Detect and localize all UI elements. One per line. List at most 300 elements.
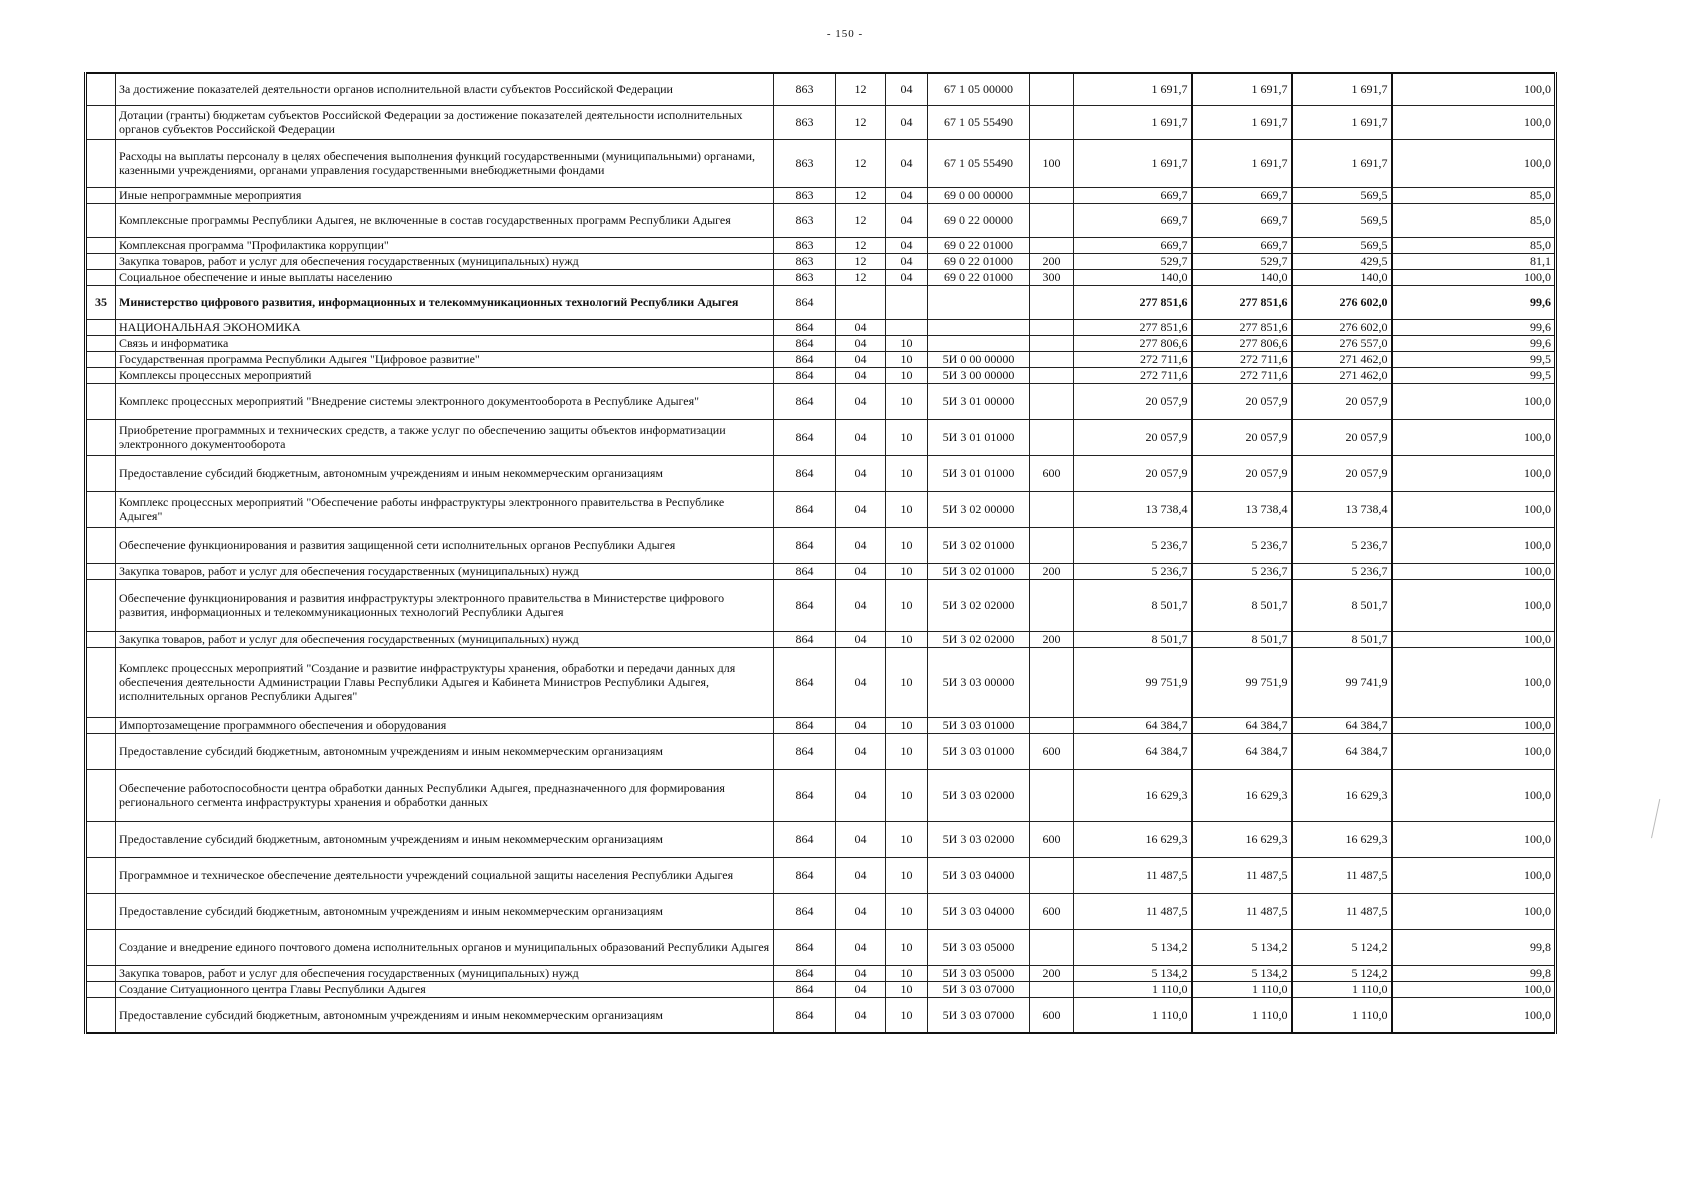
expense-type-cell xyxy=(1030,579,1074,631)
amount-1-cell: 5 236,7 xyxy=(1074,563,1192,579)
expense-type-cell: 600 xyxy=(1030,997,1074,1033)
department-code-cell: 864 xyxy=(774,997,836,1033)
expense-type-cell xyxy=(1030,929,1074,965)
expense-type-cell: 600 xyxy=(1030,733,1074,769)
row-number-cell xyxy=(86,491,116,527)
amount-2-cell: 277 806,6 xyxy=(1192,335,1292,351)
expense-type-cell xyxy=(1030,237,1074,253)
row-number-cell xyxy=(86,717,116,733)
expense-type-cell xyxy=(1030,187,1074,203)
item-name-cell: Социальное обеспечение и иные выплаты населению xyxy=(116,269,774,285)
department-code-cell: 863 xyxy=(774,139,836,187)
percent-cell: 100,0 xyxy=(1392,769,1556,821)
row-number-cell xyxy=(86,893,116,929)
row-number-cell xyxy=(86,929,116,965)
amount-1-cell: 529,7 xyxy=(1074,253,1192,269)
item-name-cell: Комплексные программы Республики Адыгея, не включенные в состав государственных программ Республики Адыгея xyxy=(116,203,774,237)
row-number-cell xyxy=(86,269,116,285)
table-row xyxy=(86,769,1556,821)
row-number-cell xyxy=(86,965,116,981)
percent-cell: 100,0 xyxy=(1392,733,1556,769)
percent-cell: 100,0 xyxy=(1392,631,1556,647)
department-code-cell: 864 xyxy=(774,769,836,821)
section-code-cell: 12 xyxy=(836,187,886,203)
department-code-cell: 864 xyxy=(774,527,836,563)
subsection-code-cell: 10 xyxy=(886,367,928,383)
amount-2-cell: 20 057,9 xyxy=(1192,419,1292,455)
amount-2-cell: 16 629,3 xyxy=(1192,821,1292,857)
target-article-cell: 5И 3 02 02000 xyxy=(928,631,1030,647)
expense-type-cell xyxy=(1030,981,1074,997)
table-row xyxy=(86,139,1556,187)
item-name-cell: Предоставление субсидий бюджетным, автономным учреждениям и иным некоммерческим организациям xyxy=(116,821,774,857)
expense-type-cell xyxy=(1030,105,1074,139)
item-name-cell: Комплекс процессных мероприятий "Обеспечение работы инфраструктуры электронного правительства в Республике Адыгея" xyxy=(116,491,774,527)
amount-3-cell: 16 629,3 xyxy=(1292,769,1392,821)
percent-cell: 99,5 xyxy=(1392,351,1556,367)
subsection-code-cell: 04 xyxy=(886,237,928,253)
row-number-cell xyxy=(86,187,116,203)
amount-1-cell: 1 110,0 xyxy=(1074,997,1192,1033)
expense-type-cell xyxy=(1030,717,1074,733)
section-code-cell: 04 xyxy=(836,491,886,527)
subsection-code-cell: 10 xyxy=(886,769,928,821)
row-number-cell xyxy=(86,821,116,857)
expense-type-cell xyxy=(1030,319,1074,335)
subsection-code-cell: 10 xyxy=(886,647,928,717)
row-number-cell xyxy=(86,105,116,139)
expense-type-cell xyxy=(1030,335,1074,351)
expense-type-cell xyxy=(1030,383,1074,419)
amount-3-cell: 271 462,0 xyxy=(1292,351,1392,367)
item-name-cell: Импортозамещение программного обеспечения и оборудования xyxy=(116,717,774,733)
expense-type-cell xyxy=(1030,351,1074,367)
table-row xyxy=(86,527,1556,563)
section-code-cell: 12 xyxy=(836,253,886,269)
percent-cell: 85,0 xyxy=(1392,187,1556,203)
target-article-cell: 5И 3 03 04000 xyxy=(928,893,1030,929)
subsection-code-cell: 10 xyxy=(886,563,928,579)
subsection-code-cell: 10 xyxy=(886,579,928,631)
department-code-cell: 864 xyxy=(774,717,836,733)
section-code-cell: 04 xyxy=(836,527,886,563)
percent-cell: 100,0 xyxy=(1392,857,1556,893)
amount-1-cell: 8 501,7 xyxy=(1074,579,1192,631)
percent-cell: 85,0 xyxy=(1392,237,1556,253)
row-number-cell xyxy=(86,335,116,351)
section-code-cell: 04 xyxy=(836,455,886,491)
amount-1-cell: 20 057,9 xyxy=(1074,419,1192,455)
amount-1-cell: 5 134,2 xyxy=(1074,965,1192,981)
section-code-cell: 04 xyxy=(836,857,886,893)
row-number-cell xyxy=(86,981,116,997)
amount-1-cell: 11 487,5 xyxy=(1074,893,1192,929)
department-code-cell: 864 xyxy=(774,733,836,769)
amount-2-cell: 64 384,7 xyxy=(1192,717,1292,733)
table-row xyxy=(86,203,1556,237)
amount-2-cell: 529,7 xyxy=(1192,253,1292,269)
target-article-cell: 5И 3 02 02000 xyxy=(928,579,1030,631)
expense-type-cell: 600 xyxy=(1030,455,1074,491)
amount-1-cell: 13 738,4 xyxy=(1074,491,1192,527)
row-number-cell xyxy=(86,857,116,893)
target-article-cell: 67 1 05 55490 xyxy=(928,139,1030,187)
amount-2-cell: 13 738,4 xyxy=(1192,491,1292,527)
amount-1-cell: 1 691,7 xyxy=(1074,73,1192,105)
item-name-cell: Предоставление субсидий бюджетным, автономным учреждениям и иным некоммерческим организациям xyxy=(116,997,774,1033)
item-name-cell: Создание Ситуационного центра Главы Республики Адыгея xyxy=(116,981,774,997)
amount-2-cell: 669,7 xyxy=(1192,237,1292,253)
table-row xyxy=(86,367,1556,383)
expense-type-cell: 200 xyxy=(1030,631,1074,647)
department-code-cell: 864 xyxy=(774,579,836,631)
table-row xyxy=(86,717,1556,733)
section-code-cell: 04 xyxy=(836,579,886,631)
target-article-cell: 5И 3 00 00000 xyxy=(928,367,1030,383)
section-code-cell: 04 xyxy=(836,821,886,857)
percent-cell: 99,6 xyxy=(1392,285,1556,319)
amount-3-cell: 20 057,9 xyxy=(1292,383,1392,419)
amount-1-cell: 277 851,6 xyxy=(1074,285,1192,319)
expense-type-cell xyxy=(1030,73,1074,105)
amount-3-cell: 1 110,0 xyxy=(1292,981,1392,997)
expense-type-cell: 100 xyxy=(1030,139,1074,187)
row-number-cell xyxy=(86,733,116,769)
amount-2-cell: 5 134,2 xyxy=(1192,929,1292,965)
percent-cell: 81,1 xyxy=(1392,253,1556,269)
target-article-cell: 5И 3 03 01000 xyxy=(928,717,1030,733)
amount-3-cell: 1 691,7 xyxy=(1292,139,1392,187)
row-number-cell xyxy=(86,647,116,717)
subsection-code-cell: 10 xyxy=(886,981,928,997)
section-code-cell: 12 xyxy=(836,203,886,237)
department-code-cell: 864 xyxy=(774,647,836,717)
department-code-cell: 864 xyxy=(774,335,836,351)
percent-cell: 100,0 xyxy=(1392,821,1556,857)
row-number-cell xyxy=(86,383,116,419)
amount-1-cell: 1 691,7 xyxy=(1074,105,1192,139)
target-article-cell xyxy=(928,335,1030,351)
expense-type-cell: 600 xyxy=(1030,821,1074,857)
subsection-code-cell: 10 xyxy=(886,631,928,647)
amount-3-cell: 13 738,4 xyxy=(1292,491,1392,527)
table-row xyxy=(86,893,1556,929)
target-article-cell: 5И 3 03 02000 xyxy=(928,769,1030,821)
item-name-cell: Комплекс процессных мероприятий "Внедрение системы электронного документооборота в Республике Адыгея" xyxy=(116,383,774,419)
target-article-cell: 5И 3 02 01000 xyxy=(928,563,1030,579)
budget-table xyxy=(84,72,1557,1034)
item-name-cell: Предоставление субсидий бюджетным, автономным учреждениям и иным некоммерческим организациям xyxy=(116,733,774,769)
section-code-cell: 04 xyxy=(836,929,886,965)
section-code-cell xyxy=(836,285,886,319)
amount-3-cell: 276 602,0 xyxy=(1292,285,1392,319)
amount-2-cell: 1 691,7 xyxy=(1192,105,1292,139)
percent-cell: 99,6 xyxy=(1392,335,1556,351)
subsection-code-cell: 04 xyxy=(886,105,928,139)
amount-2-cell: 669,7 xyxy=(1192,203,1292,237)
table-row xyxy=(86,419,1556,455)
amount-3-cell: 140,0 xyxy=(1292,269,1392,285)
amount-3-cell: 1 110,0 xyxy=(1292,997,1392,1033)
department-code-cell: 864 xyxy=(774,981,836,997)
subsection-code-cell: 04 xyxy=(886,253,928,269)
subsection-code-cell: 10 xyxy=(886,965,928,981)
section-code-cell: 04 xyxy=(836,981,886,997)
item-name-cell: Связь и информатика xyxy=(116,335,774,351)
amount-1-cell: 11 487,5 xyxy=(1074,857,1192,893)
row-number-cell xyxy=(86,997,116,1033)
expense-type-cell xyxy=(1030,857,1074,893)
amount-1-cell: 64 384,7 xyxy=(1074,717,1192,733)
amount-2-cell: 11 487,5 xyxy=(1192,857,1292,893)
item-name-cell: Дотации (гранты) бюджетам субъектов Российской Федерации за достижение показателей деятельности исполнительных органов субъектов Российской Федерации xyxy=(116,105,774,139)
amount-1-cell: 669,7 xyxy=(1074,237,1192,253)
percent-cell: 100,0 xyxy=(1392,269,1556,285)
target-article-cell: 5И 3 03 01000 xyxy=(928,733,1030,769)
amount-2-cell: 1 110,0 xyxy=(1192,981,1292,997)
item-name-cell: Предоставление субсидий бюджетным, автономным учреждениям и иным некоммерческим организациям xyxy=(116,455,774,491)
subsection-code-cell xyxy=(886,319,928,335)
row-number-cell xyxy=(86,527,116,563)
expense-type-cell: 600 xyxy=(1030,893,1074,929)
amount-3-cell: 1 691,7 xyxy=(1292,73,1392,105)
department-code-cell: 864 xyxy=(774,491,836,527)
table-row xyxy=(86,491,1556,527)
expense-type-cell xyxy=(1030,647,1074,717)
table-row xyxy=(86,579,1556,631)
amount-2-cell: 16 629,3 xyxy=(1192,769,1292,821)
item-name-cell: Государственная программа Республики Адыгея "Цифровое развитие" xyxy=(116,351,774,367)
amount-3-cell: 8 501,7 xyxy=(1292,579,1392,631)
target-article-cell: 5И 3 01 00000 xyxy=(928,383,1030,419)
table-row xyxy=(86,73,1556,105)
amount-3-cell: 8 501,7 xyxy=(1292,631,1392,647)
amount-1-cell: 16 629,3 xyxy=(1074,821,1192,857)
page-number: - 150 - xyxy=(826,28,864,40)
target-article-cell: 5И 3 03 00000 xyxy=(928,647,1030,717)
item-name-cell: Закупка товаров, работ и услуг для обеспечения государственных (муниципальных) нужд xyxy=(116,563,774,579)
amount-1-cell: 1 691,7 xyxy=(1074,139,1192,187)
department-code-cell: 864 xyxy=(774,857,836,893)
item-name-cell: НАЦИОНАЛЬНАЯ ЭКОНОМИКА xyxy=(116,319,774,335)
amount-1-cell: 669,7 xyxy=(1074,203,1192,237)
amount-3-cell: 569,5 xyxy=(1292,237,1392,253)
table-row xyxy=(86,237,1556,253)
budget-table-body xyxy=(86,73,1556,1033)
budget-table-container xyxy=(84,72,1554,1034)
table-row xyxy=(86,857,1556,893)
subsection-code-cell: 10 xyxy=(886,733,928,769)
amount-2-cell: 20 057,9 xyxy=(1192,455,1292,491)
department-code-cell: 863 xyxy=(774,253,836,269)
section-code-cell: 12 xyxy=(836,73,886,105)
amount-2-cell: 669,7 xyxy=(1192,187,1292,203)
amount-1-cell: 64 384,7 xyxy=(1074,733,1192,769)
percent-cell: 100,0 xyxy=(1392,579,1556,631)
percent-cell: 99,5 xyxy=(1392,367,1556,383)
amount-3-cell: 20 057,9 xyxy=(1292,419,1392,455)
amount-2-cell: 20 057,9 xyxy=(1192,383,1292,419)
percent-cell: 100,0 xyxy=(1392,383,1556,419)
table-row xyxy=(86,335,1556,351)
percent-cell: 100,0 xyxy=(1392,997,1556,1033)
subsection-code-cell: 10 xyxy=(886,383,928,419)
subsection-code-cell: 04 xyxy=(886,269,928,285)
amount-1-cell: 8 501,7 xyxy=(1074,631,1192,647)
row-number-cell: 35 xyxy=(86,285,116,319)
row-number-cell xyxy=(86,319,116,335)
target-article-cell: 5И 3 02 00000 xyxy=(928,491,1030,527)
row-number-cell xyxy=(86,631,116,647)
expense-type-cell xyxy=(1030,285,1074,319)
target-article-cell: 67 1 05 55490 xyxy=(928,105,1030,139)
department-code-cell: 864 xyxy=(774,929,836,965)
target-article-cell: 67 1 05 00000 xyxy=(928,73,1030,105)
expense-type-cell xyxy=(1030,419,1074,455)
amount-1-cell: 20 057,9 xyxy=(1074,455,1192,491)
item-name-cell: Иные непрограммные мероприятия xyxy=(116,187,774,203)
department-code-cell: 864 xyxy=(774,821,836,857)
amount-1-cell: 272 711,6 xyxy=(1074,351,1192,367)
amount-3-cell: 5 236,7 xyxy=(1292,527,1392,563)
item-name-cell: Закупка товаров, работ и услуг для обеспечения государственных (муниципальных) нужд xyxy=(116,631,774,647)
amount-3-cell: 64 384,7 xyxy=(1292,717,1392,733)
section-code-cell: 04 xyxy=(836,631,886,647)
table-row xyxy=(86,351,1556,367)
section-code-cell: 04 xyxy=(836,383,886,419)
section-code-cell: 04 xyxy=(836,769,886,821)
subsection-code-cell: 10 xyxy=(886,351,928,367)
section-code-cell: 12 xyxy=(836,105,886,139)
amount-3-cell: 569,5 xyxy=(1292,203,1392,237)
amount-2-cell: 99 751,9 xyxy=(1192,647,1292,717)
percent-cell: 100,0 xyxy=(1392,893,1556,929)
expense-type-cell xyxy=(1030,367,1074,383)
item-name-cell: Предоставление субсидий бюджетным, автономным учреждениям и иным некоммерческим организациям xyxy=(116,893,774,929)
amount-2-cell: 1 691,7 xyxy=(1192,139,1292,187)
expense-type-cell: 200 xyxy=(1030,965,1074,981)
expense-type-cell xyxy=(1030,769,1074,821)
item-name-cell: Расходы на выплаты персоналу в целях обеспечения выполнения функций государственными (муниципальными) органами, казенными учреждениями, органами управления государственными внебюджетными фондами xyxy=(116,139,774,187)
subsection-code-cell: 04 xyxy=(886,139,928,187)
percent-cell: 99,8 xyxy=(1392,929,1556,965)
subsection-code-cell: 10 xyxy=(886,491,928,527)
department-code-cell: 863 xyxy=(774,237,836,253)
amount-2-cell: 272 711,6 xyxy=(1192,367,1292,383)
expense-type-cell xyxy=(1030,203,1074,237)
margin-mark xyxy=(1651,799,1674,841)
item-name-cell: Министерство цифрового развития, информационных и телекоммуникационных технологий Республики Адыгея xyxy=(116,285,774,319)
department-code-cell: 863 xyxy=(774,269,836,285)
amount-2-cell: 11 487,5 xyxy=(1192,893,1292,929)
item-name-cell: Обеспечение работоспособности центра обработки данных Республики Адыгея, предназначенного для формирования регионального сегмента инфраструктуры хранения и обработки данных xyxy=(116,769,774,821)
section-code-cell: 04 xyxy=(836,733,886,769)
target-article-cell: 5И 3 03 05000 xyxy=(928,929,1030,965)
department-code-cell: 864 xyxy=(774,383,836,419)
department-code-cell: 864 xyxy=(774,893,836,929)
amount-3-cell: 16 629,3 xyxy=(1292,821,1392,857)
table-row xyxy=(86,455,1556,491)
table-row xyxy=(86,929,1556,965)
department-code-cell: 863 xyxy=(774,203,836,237)
amount-2-cell: 5 134,2 xyxy=(1192,965,1292,981)
section-code-cell: 04 xyxy=(836,563,886,579)
department-code-cell: 864 xyxy=(774,965,836,981)
percent-cell: 100,0 xyxy=(1392,139,1556,187)
department-code-cell: 864 xyxy=(774,319,836,335)
amount-1-cell: 5 134,2 xyxy=(1074,929,1192,965)
amount-3-cell: 64 384,7 xyxy=(1292,733,1392,769)
section-code-cell: 04 xyxy=(836,351,886,367)
row-number-cell xyxy=(86,419,116,455)
table-row xyxy=(86,631,1556,647)
amount-1-cell: 99 751,9 xyxy=(1074,647,1192,717)
section-code-cell: 04 xyxy=(836,965,886,981)
amount-3-cell: 429,5 xyxy=(1292,253,1392,269)
item-name-cell: Приобретение программных и технических средств, а также услуг по обеспечению защиты объектов информатизации электронного документооборота xyxy=(116,419,774,455)
item-name-cell: Закупка товаров, работ и услуг для обеспечения государственных (муниципальных) нужд xyxy=(116,253,774,269)
amount-1-cell: 277 806,6 xyxy=(1074,335,1192,351)
subsection-code-cell: 10 xyxy=(886,893,928,929)
amount-3-cell: 5 124,2 xyxy=(1292,929,1392,965)
amount-2-cell: 1 691,7 xyxy=(1192,73,1292,105)
department-code-cell: 863 xyxy=(774,73,836,105)
target-article-cell: 69 0 22 01000 xyxy=(928,237,1030,253)
target-article-cell: 5И 3 03 04000 xyxy=(928,857,1030,893)
subsection-code-cell: 04 xyxy=(886,187,928,203)
item-name-cell: Закупка товаров, работ и услуг для обеспечения государственных (муниципальных) нужд xyxy=(116,965,774,981)
table-row xyxy=(86,981,1556,997)
target-article-cell: 69 0 22 01000 xyxy=(928,253,1030,269)
amount-1-cell: 277 851,6 xyxy=(1074,319,1192,335)
amount-1-cell: 5 236,7 xyxy=(1074,527,1192,563)
amount-2-cell: 5 236,7 xyxy=(1192,527,1292,563)
department-code-cell: 864 xyxy=(774,631,836,647)
subsection-code-cell: 10 xyxy=(886,335,928,351)
table-row xyxy=(86,253,1556,269)
row-number-cell xyxy=(86,455,116,491)
amount-3-cell: 276 602,0 xyxy=(1292,319,1392,335)
amount-3-cell: 1 691,7 xyxy=(1292,105,1392,139)
subsection-code-cell: 10 xyxy=(886,997,928,1033)
table-row xyxy=(86,285,1556,319)
target-article-cell: 69 0 00 00000 xyxy=(928,187,1030,203)
table-row xyxy=(86,997,1556,1033)
percent-cell: 100,0 xyxy=(1392,563,1556,579)
subsection-code-cell: 10 xyxy=(886,857,928,893)
item-name-cell: Комплексная программа "Профилактика коррупции" xyxy=(116,237,774,253)
department-code-cell: 864 xyxy=(774,285,836,319)
amount-2-cell: 140,0 xyxy=(1192,269,1292,285)
expense-type-cell: 200 xyxy=(1030,253,1074,269)
row-number-cell xyxy=(86,563,116,579)
subsection-code-cell: 10 xyxy=(886,419,928,455)
row-number-cell xyxy=(86,351,116,367)
row-number-cell xyxy=(86,139,116,187)
row-number-cell xyxy=(86,73,116,105)
amount-1-cell: 1 110,0 xyxy=(1074,981,1192,997)
percent-cell: 100,0 xyxy=(1392,419,1556,455)
amount-2-cell: 277 851,6 xyxy=(1192,285,1292,319)
section-code-cell: 12 xyxy=(836,237,886,253)
section-code-cell: 04 xyxy=(836,893,886,929)
table-row xyxy=(86,965,1556,981)
item-name-cell: Комплекс процессных мероприятий "Создание и развитие инфраструктуры хранения, обработки и передачи данных для обеспечения деятельности Администрации Главы Республики Адыгея и Кабинета Министров Республики Адыгея, исполнительных органов Республики Адыгея" xyxy=(116,647,774,717)
department-code-cell: 863 xyxy=(774,105,836,139)
target-article-cell: 5И 3 01 01000 xyxy=(928,455,1030,491)
target-article-cell xyxy=(928,319,1030,335)
subsection-code-cell: 04 xyxy=(886,203,928,237)
